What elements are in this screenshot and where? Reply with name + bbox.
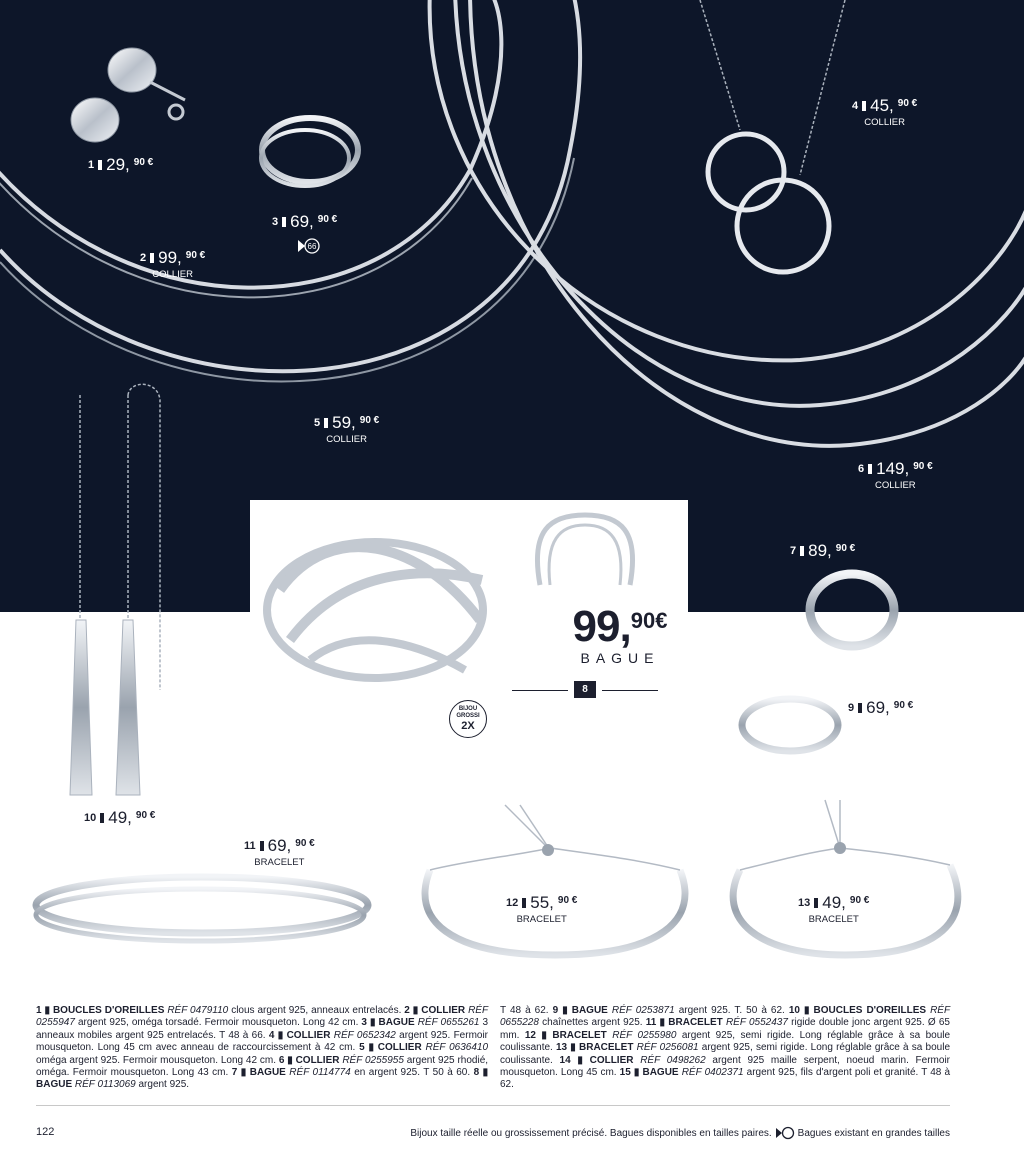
price-cents: 90 € <box>185 250 206 261</box>
description-ref: RÉF 0253871 <box>611 1005 675 1016</box>
price-tag-3 <box>272 212 337 232</box>
product-description <box>232 1067 474 1078</box>
description-ref: RÉF 0652342 <box>333 1029 396 1041</box>
badge-line-2: GROSSI <box>456 713 480 719</box>
description-number: 15 <box>619 1067 631 1079</box>
price-euros: 99, <box>158 248 182 267</box>
separator-bar <box>858 703 862 713</box>
description-number: 5 <box>359 1042 365 1054</box>
description-number: 4 <box>268 1029 275 1041</box>
separator-bar: ▮ <box>366 1017 376 1029</box>
grande-taille-icon <box>297 238 321 254</box>
page-number: 122 <box>36 1126 55 1138</box>
description-text: en argent 925. T 50 à 60. <box>354 1067 471 1079</box>
featured-line-right <box>602 690 658 691</box>
price-euros: 59, <box>332 413 356 432</box>
item-number: 12 <box>506 897 519 909</box>
price-euros: 69, <box>290 212 314 231</box>
description-text: rigide double jonc argent 925. Ø 65 mm. <box>500 1017 950 1041</box>
grande-taille-icon <box>775 1126 795 1140</box>
item-number: 11 <box>244 840 256 852</box>
description-text: 3 anneaux mobiles argent 925 entrelacés. T 48 à 66. <box>36 1017 489 1041</box>
price-cents: 90 € <box>295 838 315 849</box>
separator-bar: ▮ <box>284 1054 293 1066</box>
description-ref: RÉF 0636410 <box>425 1042 489 1054</box>
separator-bar: ▮ <box>567 1042 576 1054</box>
bracelet-double-bangle <box>36 877 368 941</box>
item-number: 3 <box>272 216 279 228</box>
price-label: COLLIER <box>864 117 905 128</box>
necklace-omega-right <box>430 0 1024 446</box>
description-type: COLLIER <box>589 1054 634 1066</box>
price-label: COLLIER <box>875 480 916 491</box>
description-number: 6 <box>278 1054 285 1066</box>
price-label: BRACELET <box>808 914 859 925</box>
description-text: argent 925. Fermoir mousqueton. Long 45 cm avec anneau de raccourcissement à 42 cm. <box>36 1029 489 1054</box>
separator-bar: ▮ <box>558 1005 568 1016</box>
separator-bar: ▮ <box>364 1042 374 1054</box>
description-ref: RÉF 0479110 <box>167 1005 229 1016</box>
separator-bar <box>98 160 102 170</box>
price-euros: 89, <box>808 541 832 560</box>
ring-crossover <box>810 574 894 646</box>
product-descriptions-right <box>500 1005 950 1092</box>
price-euros: 69, <box>866 698 890 717</box>
price-euros: 29, <box>106 155 130 174</box>
price-tag-9 <box>848 698 913 718</box>
earrings-drop <box>70 384 160 795</box>
description-text: argent 925, semi rigide. Long réglable grâce à sa boule coulissante. <box>500 1029 951 1054</box>
price-cents: 90 € <box>359 415 380 426</box>
description-ref: RÉF 0255980 <box>612 1029 677 1041</box>
price-tag-4 <box>852 96 917 128</box>
featured-label: BAGUE <box>580 650 660 666</box>
enlarged-badge <box>449 700 487 738</box>
description-ref: RÉF 0255955 <box>342 1054 404 1066</box>
price-cents: 90 € <box>835 543 856 554</box>
description-ref: RÉF 0655228 <box>500 1005 951 1029</box>
description-ref: RÉF 0114774 <box>289 1067 351 1079</box>
product-descriptions-left <box>36 1005 488 1092</box>
price-label: COLLIER <box>326 434 367 445</box>
separator-bar <box>100 813 104 823</box>
separator-bar <box>868 464 872 474</box>
separator-bar <box>282 217 286 227</box>
description-ref: RÉF 0402371 <box>681 1067 744 1079</box>
price-tag-10 <box>84 808 155 828</box>
ring-three-bands <box>261 118 358 186</box>
featured-price-euros: 99, <box>572 602 631 651</box>
price-tag-13 <box>798 893 869 925</box>
price-euros: 45, <box>870 96 894 115</box>
item-number: 10 <box>84 812 97 824</box>
price-cents: 90 € <box>849 895 870 906</box>
item-number: 1 <box>88 159 95 171</box>
description-lead: T 48 à 62. <box>500 1005 549 1016</box>
description-ref: RÉF 0113069 <box>74 1079 136 1091</box>
description-text: argent 925 rhodié, oméga. Fermoir mousqueton. Long 43 cm. <box>36 1054 489 1079</box>
price-cents: 90 € <box>317 214 338 225</box>
description-number: 13 <box>556 1042 568 1054</box>
price-tag-2 <box>140 248 205 280</box>
separator-bar: ▮ <box>630 1067 640 1079</box>
description-type: COLLIER <box>295 1054 340 1066</box>
description-type: BRACELET <box>668 1017 723 1029</box>
badge-line-3: 2X <box>461 720 475 732</box>
description-number: 12 <box>524 1029 536 1041</box>
separator-bar: ▮ <box>536 1029 547 1041</box>
description-type: BRACELET <box>552 1029 607 1041</box>
price-cents: 90 € <box>897 98 918 109</box>
price-label: BRACELET <box>516 914 567 925</box>
description-number: 10 <box>788 1005 800 1016</box>
separator-bar: ▮ <box>799 1005 810 1016</box>
description-text: chaînettes argent 925. <box>542 1017 643 1029</box>
separator-bar: ▮ <box>479 1067 489 1079</box>
description-number: 11 <box>645 1017 657 1029</box>
price-tag-5 <box>314 413 379 445</box>
description-type: COLLIER <box>421 1005 466 1016</box>
item-number: 2 <box>140 252 147 264</box>
featured-price <box>500 602 740 666</box>
price-tag-1 <box>88 155 153 175</box>
separator-bar <box>522 898 526 908</box>
description-ref: RÉF 0552437 <box>725 1017 788 1029</box>
earrings-knot <box>71 48 185 142</box>
price-cents: 90 € <box>135 810 156 821</box>
description-text: argent 925. <box>138 1079 190 1091</box>
footer-note <box>410 1126 950 1140</box>
separator-bar <box>862 101 866 111</box>
separator-bar <box>800 546 804 556</box>
separator-bar <box>260 841 264 851</box>
item-number: 6 <box>858 463 865 475</box>
description-text: oméga argent 925. Fermoir mousqueton. Long 42 cm. <box>36 1054 276 1066</box>
description-text: clous argent 925, anneaux entrelacés. <box>231 1005 402 1016</box>
description-type: BAGUE <box>642 1067 679 1079</box>
description-number: 7 <box>231 1067 238 1079</box>
separator-bar: ▮ <box>656 1017 666 1029</box>
description-number: 3 <box>361 1017 367 1029</box>
description-type: BOUCLES D'OREILLES <box>813 1005 927 1016</box>
item-number: 7 <box>790 545 797 557</box>
separator-bar <box>324 418 328 428</box>
description-ref: RÉF 0255947 <box>36 1005 489 1029</box>
description-number: 1 <box>36 1005 42 1016</box>
bracelet-slider-12 <box>425 805 685 955</box>
description-type: COLLIER <box>377 1042 422 1054</box>
separator-bar: ▮ <box>570 1054 583 1066</box>
separator-bar: ▮ <box>237 1067 247 1079</box>
description-type: BAGUE <box>36 1079 73 1091</box>
description-ref: RÉF 0655261 <box>417 1017 480 1029</box>
description-text: argent 925. T. 50 à 62. <box>678 1005 785 1016</box>
necklace-two-rings <box>700 0 845 272</box>
price-tag-11 <box>244 836 315 868</box>
description-number: 8 <box>473 1067 480 1079</box>
price-cents: 90 € <box>557 895 578 906</box>
price-euros: 49, <box>108 808 132 827</box>
footer-note-text: Bijoux taille réelle ou grossissement précisé. Bagues disponibles en tailles paires. <box>410 1127 772 1139</box>
description-type: BOUCLES D'OREILLES <box>52 1005 165 1016</box>
badge-line-1: BIJOU <box>458 706 478 712</box>
item-number: 9 <box>848 702 855 714</box>
grande-taille-number: 66 <box>307 242 317 251</box>
item-number: 13 <box>798 897 811 909</box>
description-type: BAGUE <box>571 1005 608 1016</box>
description-text: argent 925 maille serpent, noeud marin. Fermoir mousqueton. Long 45 cm. <box>500 1054 951 1079</box>
price-euros: 55, <box>530 893 554 912</box>
description-ref: RÉF 0498262 <box>640 1054 706 1066</box>
description-ref: RÉF 0256081 <box>636 1042 699 1054</box>
description-type: COLLIER <box>286 1029 331 1041</box>
price-label: BRACELET <box>254 857 305 868</box>
price-cents: 90 € <box>913 461 933 472</box>
description-type: BRACELET <box>579 1042 634 1054</box>
footer-divider <box>36 1105 950 1106</box>
price-euros: 149, <box>876 459 910 478</box>
featured-line-left <box>512 690 568 691</box>
separator-bar: ▮ <box>41 1005 50 1016</box>
price-tag-7 <box>790 541 855 561</box>
featured-price-cents: 90€ <box>630 608 668 633</box>
price-euros: 69, <box>267 836 292 855</box>
price-cents: 90 € <box>133 157 154 168</box>
description-number: 14 <box>559 1054 571 1066</box>
item-number: 5 <box>314 417 321 429</box>
description-type: BAGUE <box>378 1017 415 1029</box>
separator-bar: ▮ <box>274 1029 284 1041</box>
product-description <box>36 1005 404 1016</box>
description-number: 2 <box>404 1005 410 1016</box>
footer-note-after: Bagues existant en grandes tailles <box>797 1127 950 1139</box>
description-type: BAGUE <box>249 1067 286 1079</box>
separator-bar <box>814 898 818 908</box>
price-cents: 90 € <box>893 700 914 711</box>
price-tag-6 <box>858 459 933 491</box>
featured-number: 8 <box>574 681 596 698</box>
description-text: argent 925, fils d'argent poli et granité. T 48 à 62. <box>500 1067 951 1091</box>
separator-bar: ▮ <box>409 1005 419 1016</box>
description-text: argent 925, oméga torsadé. Fermoir mousqueton. Long 42 cm. <box>77 1017 359 1029</box>
item-number: 4 <box>852 100 859 112</box>
price-label: COLLIER <box>152 269 193 280</box>
description-number: 9 <box>552 1005 559 1016</box>
ring-twisted <box>742 699 838 751</box>
necklace-omega-left <box>0 0 580 381</box>
description-text: argent 925, semi rigide. Long réglable grâce à sa boule coulissante. <box>500 1042 951 1066</box>
price-euros: 49, <box>822 893 846 912</box>
price-tag-12 <box>506 893 577 925</box>
product-description <box>553 1005 789 1016</box>
bracelet-slider-13 <box>733 800 958 955</box>
separator-bar <box>150 253 154 263</box>
